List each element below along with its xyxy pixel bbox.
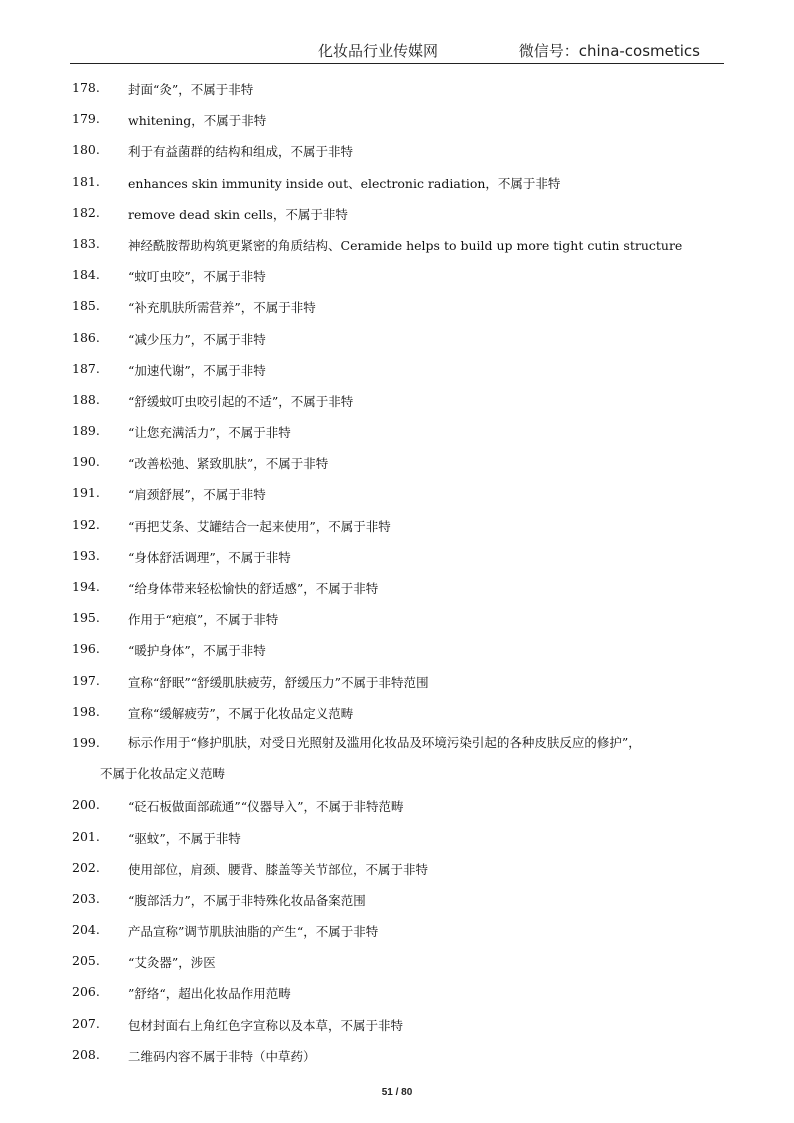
item-text-line: 利于有益菌群的结构和组成，不属于非特 <box>128 144 354 160</box>
item-text-line: “加速代谢”，不属于非特 <box>128 362 266 378</box>
list-item <box>0 324 794 355</box>
item-number: 178. <box>72 80 100 95</box>
item-text-line: “驱蚊”，不属于非特 <box>128 830 241 846</box>
item-text <box>128 922 378 940</box>
item-number: 192. <box>72 516 100 532</box>
item-text <box>128 267 266 285</box>
list-item <box>0 854 794 885</box>
list-item <box>0 448 794 479</box>
page-header <box>70 40 724 64</box>
list-item <box>0 542 794 573</box>
item-number: 208. <box>72 1046 100 1062</box>
item-number: 181. <box>72 173 100 189</box>
item-number: 207. <box>72 1015 100 1031</box>
item-text <box>128 454 328 472</box>
list-item <box>0 729 794 791</box>
item-text-line: “砭石板做面部疏通”“仪器导入”，不属于非特范畴 <box>128 799 404 815</box>
item-text <box>128 548 291 566</box>
item-text-line: “补充肌肤所需营养”，不属于非特 <box>128 300 316 316</box>
item-text-line: “暖护身体”，不属于非特 <box>128 643 266 659</box>
list-item <box>0 74 794 105</box>
item-text <box>128 829 241 847</box>
item-text-line: “肩颈舒展”，不属于非特 <box>128 487 266 503</box>
item-number: 189. <box>72 423 100 439</box>
list-item <box>0 885 794 916</box>
list-item <box>0 573 794 604</box>
item-text <box>128 423 291 441</box>
item-text-line: 封面“灸”，不属于非特 <box>128 82 254 97</box>
item-text-line: “舒缓蚊叮虫咬引起的不适”，不属于非特 <box>128 393 354 409</box>
item-number: 202. <box>72 859 100 875</box>
item-text <box>128 953 216 971</box>
item-text-line: “身体舒活调理”，不属于非特 <box>128 549 291 565</box>
list-item <box>0 1041 794 1072</box>
item-text <box>128 517 391 535</box>
item-text <box>128 704 353 722</box>
list-item <box>0 947 794 978</box>
item-text <box>128 891 366 909</box>
list-item <box>0 978 794 1009</box>
item-text <box>128 860 428 878</box>
item-text-line: “改善松弛、紧致肌肤”，不属于非特 <box>128 456 329 472</box>
item-text-line: “再把艾条、艾罐结合一起来使用”，不属于非特 <box>128 518 391 534</box>
item-text-line: “让您充满活力”，不属于非特 <box>128 425 291 441</box>
item-text <box>128 392 353 410</box>
item-text <box>128 485 266 503</box>
item-text-line: “艾灸器”，涉医 <box>128 955 216 971</box>
item-text-line: 包材封面右上角红色字宣称以及本草，不属于非特 <box>128 1017 404 1033</box>
item-number: 194. <box>72 579 100 594</box>
list-item <box>0 105 794 136</box>
item-number: 187. <box>72 360 100 376</box>
list-item <box>0 916 794 947</box>
item-number: 204. <box>72 922 100 938</box>
item-number: 191. <box>72 485 100 501</box>
item-text <box>128 236 682 254</box>
item-text-line: 产品宣称”调节肌肤油脂的产生“，不属于非特 <box>128 924 379 940</box>
list-item <box>0 1010 794 1041</box>
item-number: 186. <box>72 329 100 345</box>
item-text <box>128 111 266 129</box>
item-text <box>100 727 728 789</box>
list-item <box>0 386 794 417</box>
item-text <box>128 1016 403 1034</box>
item-number: 200. <box>72 797 100 813</box>
list-item <box>0 698 794 729</box>
item-text-line: “减少压力”，不属于非特 <box>128 331 266 347</box>
item-number: 199. <box>72 734 100 750</box>
item-number: 203. <box>72 890 100 906</box>
item-number: 182. <box>72 204 100 220</box>
item-text <box>128 80 253 98</box>
item-number: 195. <box>72 610 100 626</box>
item-text-line: “蚊叮虫咬”，不属于非特 <box>128 269 266 285</box>
item-number: 197. <box>72 672 100 688</box>
item-text-line: 标示作用于“修护肌肤，对受日光照射及滥用化妆品及环境污染引起的各种皮肤反应的修护”， <box>128 734 641 750</box>
list-item <box>0 823 794 854</box>
item-text-line: remove dead skin cells，不属于非特 <box>128 206 348 222</box>
item-text-line: 使用部位，肩颈、腰背、膝盖等关节部位，不属于非特 <box>128 861 429 877</box>
item-text <box>128 330 266 348</box>
item-text <box>128 205 348 223</box>
list-item <box>0 667 794 698</box>
item-text <box>128 142 353 160</box>
item-number: 179. <box>72 111 100 127</box>
item-text-line: 宣称“舒眠”“舒缓肌肤疲劳，舒缓压力”不属于非特范围 <box>128 674 429 690</box>
item-text-line: enhances skin immunity inside out、electronic radiation，不属于非特 <box>128 175 561 191</box>
item-number: 205. <box>72 953 100 969</box>
item-text <box>128 797 404 815</box>
header-title: 化妆品行业传媒网 <box>318 42 439 60</box>
list-item <box>0 635 794 666</box>
item-number: 206. <box>72 984 100 1000</box>
item-number: 196. <box>72 641 100 657</box>
item-text-continuation: 不属于化妆品定义范畴 <box>100 766 226 782</box>
list-item <box>0 168 794 199</box>
list-item <box>0 417 794 448</box>
list-item <box>0 230 794 261</box>
item-number: 180. <box>72 142 100 158</box>
list-item <box>0 479 794 510</box>
item-text <box>128 361 266 379</box>
item-text-line: ”舒络“，超出化妆品作用范畴 <box>128 986 291 1002</box>
list-item <box>0 292 794 323</box>
item-text <box>128 579 378 597</box>
item-text <box>128 673 429 691</box>
item-number: 193. <box>72 547 100 563</box>
item-number: 188. <box>72 391 100 407</box>
list-item <box>0 604 794 635</box>
list-item <box>0 136 794 167</box>
item-text-line: whitening，不属于非特 <box>128 113 267 129</box>
item-text <box>128 174 560 192</box>
item-text-line: 神经酰胺帮助构筑更紧密的角质结构、Ceramide helps to build up more tight cutin structure <box>128 237 683 253</box>
item-text <box>128 641 266 659</box>
list-item <box>0 511 794 542</box>
item-number: 201. <box>72 828 100 844</box>
item-text <box>128 610 278 628</box>
item-number: 185. <box>72 298 100 314</box>
list-item <box>0 355 794 386</box>
item-number: 190. <box>72 454 100 470</box>
item-text-line: 作用于“疤痕”，不属于非特 <box>128 612 279 628</box>
header-wechat-id: 微信号：china-cosmetics <box>518 42 700 60</box>
item-text-line: 二维码内容不属于非特（中草药） <box>128 1048 316 1064</box>
page-number: 51 / 80 <box>381 1087 413 1098</box>
list-item <box>0 199 794 230</box>
item-text-line: 宣称“缓解疲劳”，不属于化妆品定义范畴 <box>128 705 354 721</box>
item-text <box>128 984 291 1002</box>
item-number: 184. <box>72 267 100 283</box>
item-text-line: “腹部活力”，不属于非特殊化妆品备案范围 <box>128 892 366 908</box>
list-item <box>0 791 794 822</box>
item-number: 183. <box>72 235 100 251</box>
item-number: 198. <box>72 703 100 719</box>
list-item <box>0 261 794 292</box>
clause-list <box>0 74 794 1072</box>
item-text-line: “给身体带来轻松愉快的舒适感”，不属于非特 <box>128 581 379 596</box>
item-text <box>128 298 316 316</box>
item-text <box>128 1047 316 1065</box>
